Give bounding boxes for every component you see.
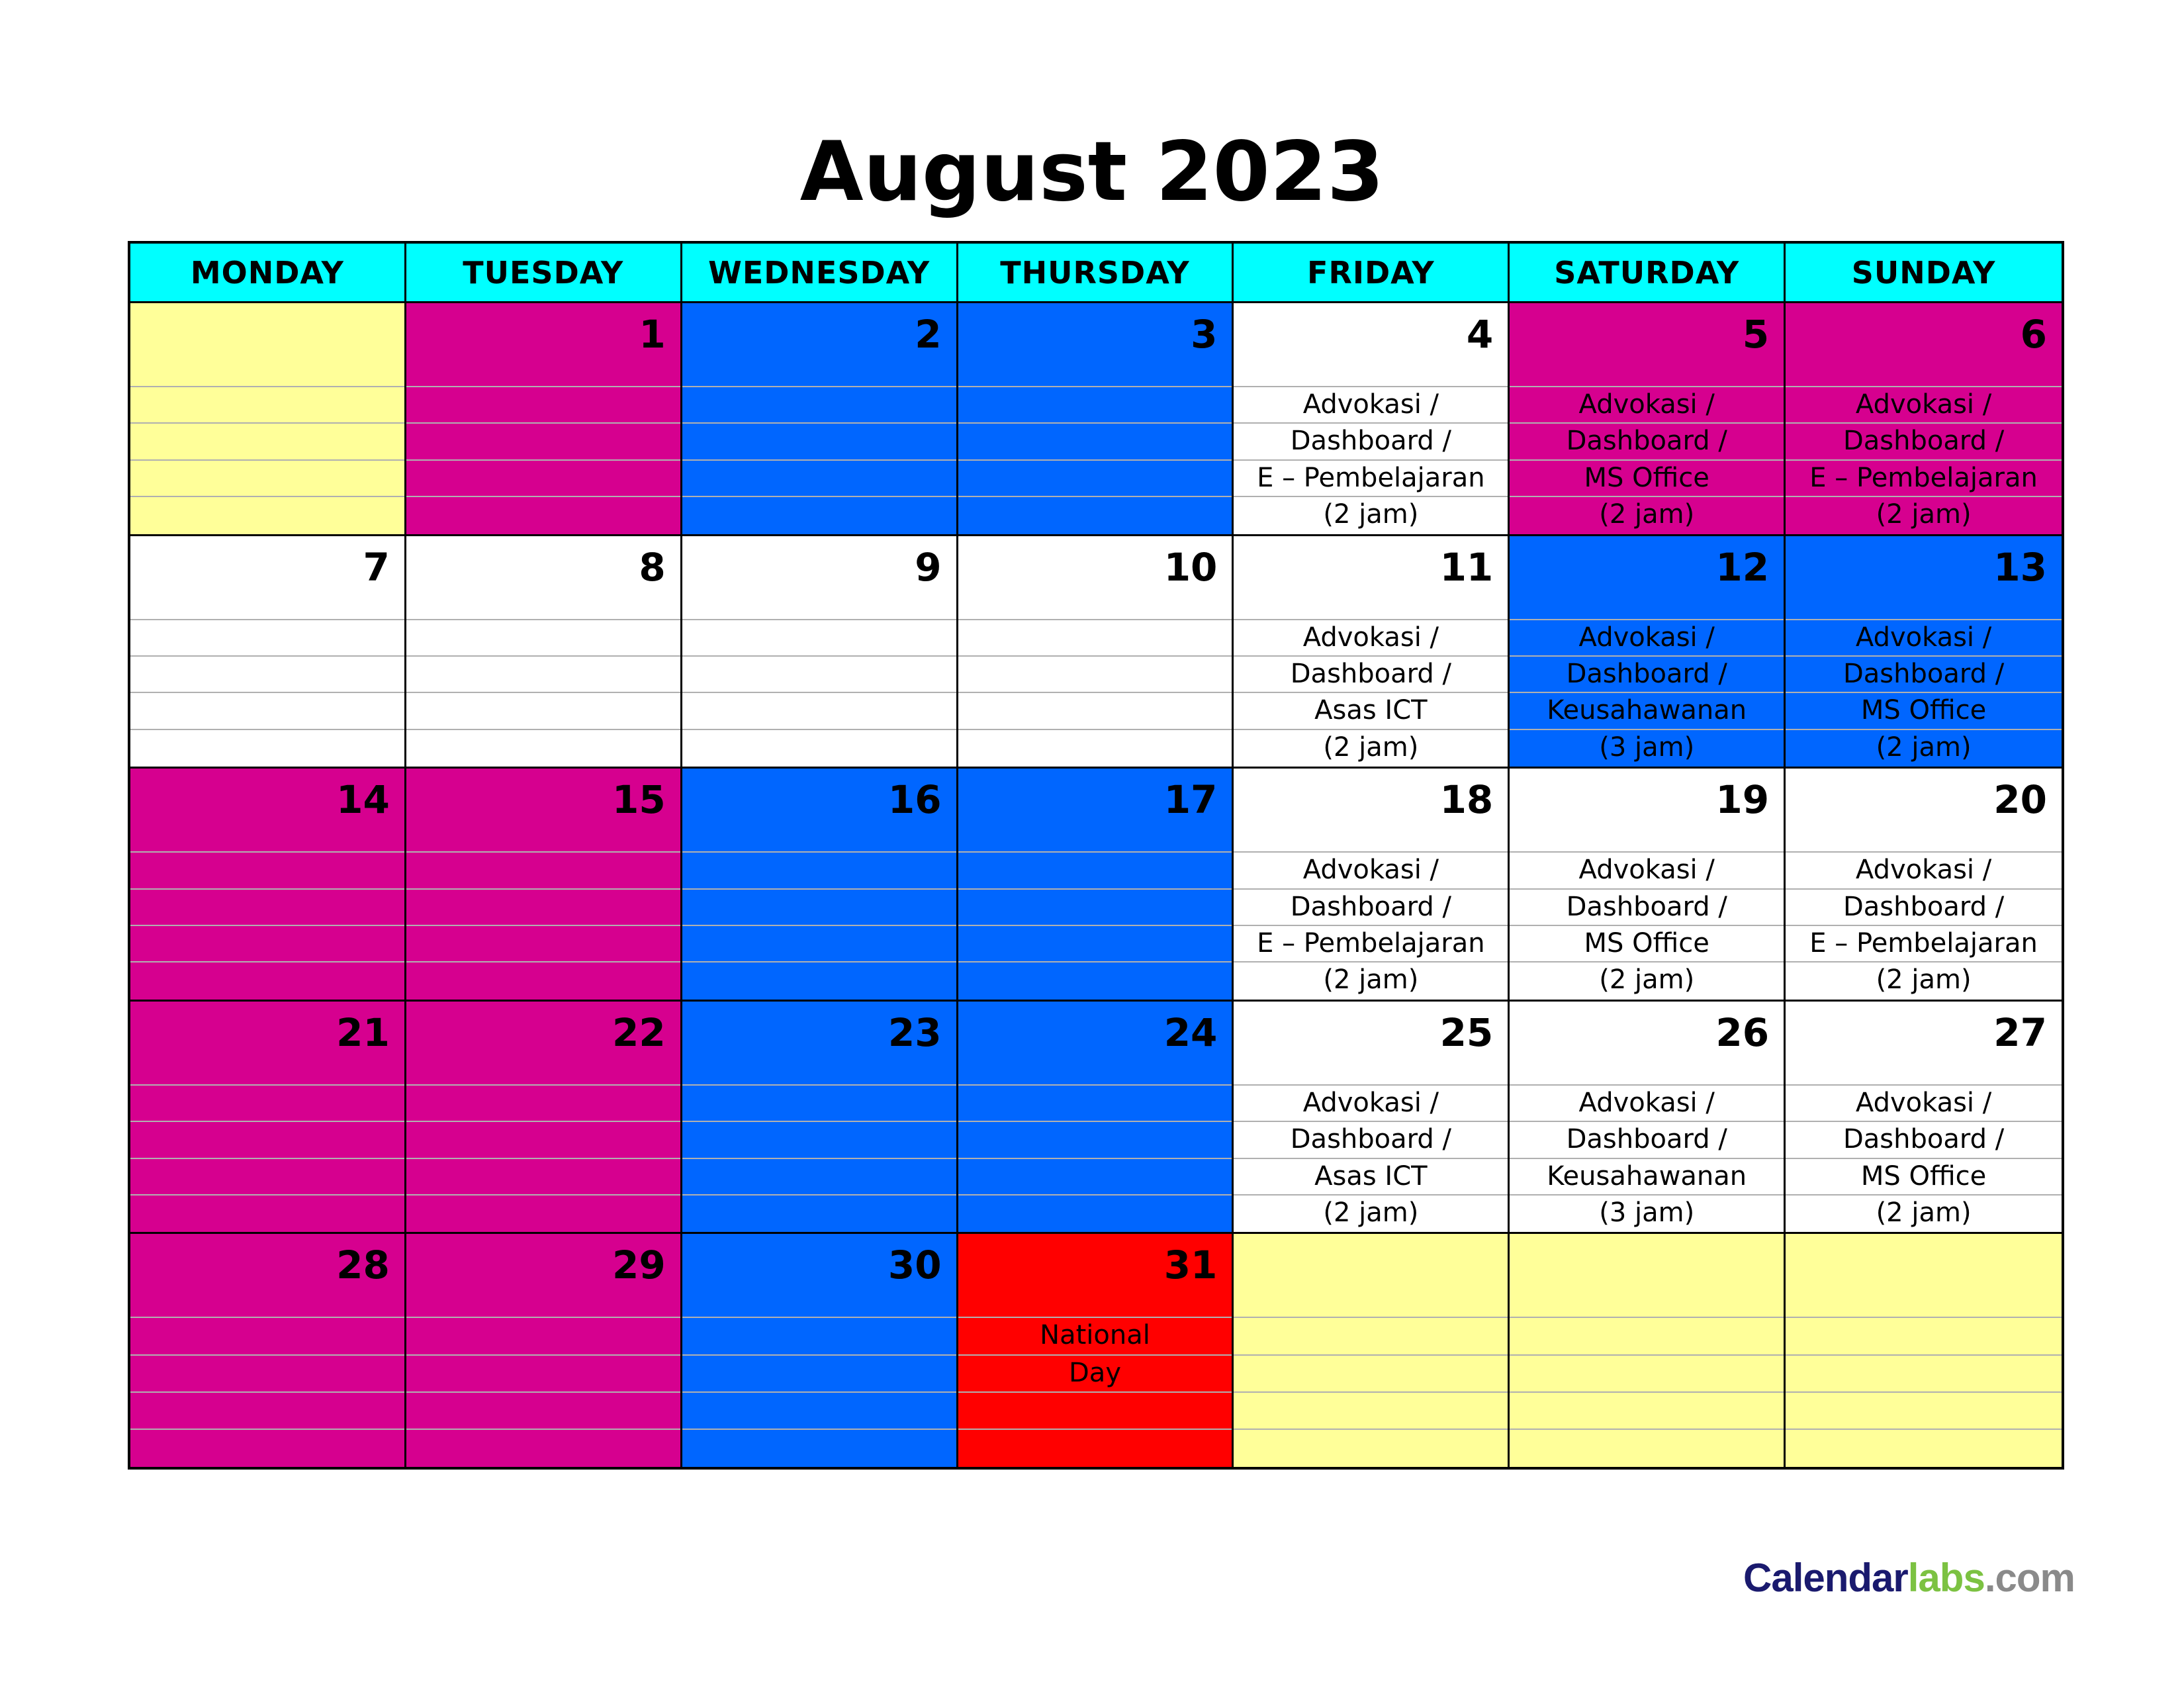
day-cell-12[interactable]	[1510, 536, 1786, 769]
event-line: (2 jam)	[1876, 499, 1972, 530]
day-number: 3	[958, 303, 1232, 387]
event-line: Dashboard /	[1510, 424, 1784, 460]
event-line: Keusahawanan	[1510, 1159, 1784, 1196]
event-line	[958, 962, 1232, 999]
event-line	[958, 693, 1232, 729]
event-line	[130, 730, 404, 767]
event-line	[958, 853, 1232, 889]
event-line	[130, 497, 404, 534]
event-line	[682, 1086, 956, 1122]
event-line: Advokasi /	[1510, 1086, 1784, 1122]
event-line: (2 jam)	[1876, 731, 1972, 763]
event-line	[682, 461, 956, 497]
day-number	[130, 303, 404, 387]
day-number: 28	[130, 1234, 404, 1318]
day-number	[1786, 1234, 2062, 1318]
day-cell-15[interactable]	[406, 769, 682, 1002]
day-number: 19	[1510, 769, 1784, 853]
day-number: 18	[1234, 769, 1508, 853]
event-line: Dashboard /	[1234, 424, 1508, 460]
event-line	[130, 1086, 404, 1122]
day-cell-16[interactable]	[682, 769, 958, 1002]
event-line: Advokasi /	[1510, 387, 1784, 424]
event-line: (2 jam)	[1599, 964, 1695, 996]
event-line: E – Pembelajaran	[1234, 461, 1508, 497]
event-line	[958, 1393, 1232, 1430]
day-number	[1234, 1234, 1508, 1318]
empty-day-cell[interactable]	[1786, 1234, 2062, 1467]
event-line	[406, 657, 680, 693]
weekday-header-monday: MONDAY	[130, 244, 406, 303]
event-line	[1234, 1393, 1508, 1430]
day-number: 12	[1510, 536, 1784, 620]
event-line	[130, 1318, 404, 1355]
event-line: Dashboard /	[1786, 657, 2062, 693]
logo-part-com: .com	[1984, 1556, 2075, 1600]
empty-day-cell[interactable]	[130, 303, 406, 536]
day-number: 16	[682, 769, 956, 853]
event-line	[130, 1393, 404, 1430]
day-number: 31	[958, 1234, 1232, 1318]
event-line	[130, 1159, 404, 1196]
day-cell-1[interactable]	[406, 303, 682, 536]
event-line	[682, 853, 956, 889]
day-cell-9[interactable]	[682, 536, 958, 769]
event-line	[682, 962, 956, 999]
weekday-header-saturday: SATURDAY	[1510, 244, 1786, 303]
event-line	[958, 424, 1232, 460]
day-number: 2	[682, 303, 956, 387]
event-line: (2 jam)	[1323, 1197, 1419, 1228]
event-line	[406, 1318, 680, 1355]
event-line: E – Pembelajaran	[1786, 461, 2062, 497]
event-line: (2 jam)	[1323, 731, 1419, 763]
event-line	[682, 424, 956, 460]
event-line	[406, 461, 680, 497]
event-line: MS Office	[1786, 693, 2062, 729]
day-number: 26	[1510, 1002, 1784, 1086]
event-line	[406, 620, 680, 657]
day-number: 11	[1234, 536, 1508, 620]
event-line: Advokasi /	[1234, 620, 1508, 657]
event-line	[130, 1196, 404, 1232]
event-line: Advokasi /	[1234, 1086, 1508, 1122]
calendarlabs-logo	[1743, 1552, 2075, 1605]
event-line	[682, 1196, 956, 1232]
event-line	[406, 890, 680, 926]
event-line	[130, 1122, 404, 1158]
event-line	[130, 657, 404, 693]
event-line	[958, 461, 1232, 497]
day-number: 15	[406, 769, 680, 853]
day-number: 5	[1510, 303, 1784, 387]
weekday-header-sunday: SUNDAY	[1786, 244, 2062, 303]
event-line	[130, 926, 404, 962]
day-number: 6	[1786, 303, 2062, 387]
event-line	[406, 1122, 680, 1158]
event-line: Dashboard /	[1786, 890, 2062, 926]
day-cell-20[interactable]	[1786, 769, 2062, 1002]
logo-part-calendar: Calendar	[1743, 1556, 1908, 1600]
event-line: Dashboard /	[1510, 890, 1784, 926]
event-line: Advokasi /	[1786, 620, 2062, 657]
event-line	[130, 461, 404, 497]
day-number: 22	[406, 1002, 680, 1086]
event-line	[682, 620, 956, 657]
day-number: 1	[406, 303, 680, 387]
logo-part-labs: labs	[1907, 1556, 1985, 1600]
empty-day-cell[interactable]	[1234, 1234, 1510, 1467]
event-line	[682, 693, 956, 729]
event-line	[1510, 1356, 1784, 1393]
day-cell-27[interactable]	[1786, 1002, 2062, 1235]
event-line	[406, 926, 680, 962]
day-cell-2[interactable]	[682, 303, 958, 536]
day-cell-13[interactable]	[1786, 536, 2062, 769]
event-line	[406, 962, 680, 999]
page-title: August 2023	[799, 124, 1385, 220]
event-line: Dashboard /	[1786, 424, 2062, 460]
day-number: 14	[130, 769, 404, 853]
weekday-header-wednesday: WEDNESDAY	[682, 244, 958, 303]
event-line	[958, 1086, 1232, 1122]
event-line	[682, 1393, 956, 1430]
event-line	[958, 497, 1232, 534]
event-line	[958, 1430, 1232, 1467]
event-line	[958, 1196, 1232, 1232]
day-cell-17[interactable]	[958, 769, 1234, 1002]
event-line	[682, 1159, 956, 1196]
day-cell-19[interactable]	[1510, 769, 1786, 1002]
event-line: Dashboard /	[1510, 657, 1784, 693]
day-cell-22[interactable]	[406, 1002, 682, 1235]
day-number: 23	[682, 1002, 956, 1086]
day-cell-31[interactable]	[958, 1234, 1234, 1467]
event-line: MS Office	[1510, 926, 1784, 962]
event-line: Asas ICT	[1234, 693, 1508, 729]
event-line	[130, 620, 404, 657]
day-cell-29[interactable]	[406, 1234, 682, 1467]
calendar-grid	[128, 241, 2064, 1470]
event-line	[682, 1122, 956, 1158]
day-number: 8	[406, 536, 680, 620]
event-line	[406, 497, 680, 534]
event-line	[682, 926, 956, 962]
event-line	[406, 1086, 680, 1122]
event-line	[1510, 1430, 1784, 1467]
day-cell-18[interactable]	[1234, 769, 1510, 1002]
empty-day-cell[interactable]	[1510, 1234, 1786, 1467]
event-line: MS Office	[1510, 461, 1784, 497]
day-number: 25	[1234, 1002, 1508, 1086]
event-line	[682, 1318, 956, 1355]
day-cell-23[interactable]	[682, 1002, 958, 1235]
day-number: 17	[958, 769, 1232, 853]
event-line: Advokasi /	[1234, 853, 1508, 889]
event-line: Dashboard /	[1510, 1122, 1784, 1158]
weekday-header-friday: FRIDAY	[1234, 244, 1510, 303]
day-cell-8[interactable]	[406, 536, 682, 769]
event-line	[406, 1196, 680, 1232]
event-line	[406, 1159, 680, 1196]
day-cell-11[interactable]	[1234, 536, 1510, 769]
event-line	[130, 1356, 404, 1393]
event-line: Advokasi /	[1786, 853, 2062, 889]
event-line	[958, 890, 1232, 926]
event-line	[406, 424, 680, 460]
event-line	[406, 1356, 680, 1393]
event-line	[1786, 1393, 2062, 1430]
day-cell-30[interactable]	[682, 1234, 958, 1467]
event-line	[958, 1159, 1232, 1196]
event-line: National	[958, 1318, 1232, 1355]
event-line: Asas ICT	[1234, 1159, 1508, 1196]
event-line	[682, 1430, 956, 1467]
day-cell-6[interactable]	[1786, 303, 2062, 536]
day-cell-3[interactable]	[958, 303, 1234, 536]
event-line: Dashboard /	[1234, 890, 1508, 926]
event-line	[130, 424, 404, 460]
event-line: E – Pembelajaran	[1786, 926, 2062, 962]
day-cell-21[interactable]	[130, 1002, 406, 1235]
event-line	[682, 890, 956, 926]
event-line	[1234, 1318, 1508, 1355]
event-line	[682, 387, 956, 424]
day-cell-7[interactable]	[130, 536, 406, 769]
day-cell-14[interactable]	[130, 769, 406, 1002]
weekday-header-thursday: THURSDAY	[958, 244, 1234, 303]
event-line	[130, 853, 404, 889]
event-line	[406, 1393, 680, 1430]
event-line	[958, 657, 1232, 693]
event-line: (2 jam)	[1876, 964, 1972, 996]
weekday-header-tuesday: TUESDAY	[406, 244, 682, 303]
event-line	[958, 1122, 1232, 1158]
event-line	[682, 497, 956, 534]
day-number: 7	[130, 536, 404, 620]
event-line	[406, 1430, 680, 1467]
day-number: 21	[130, 1002, 404, 1086]
day-cell-4[interactable]	[1234, 303, 1510, 536]
day-number: 10	[958, 536, 1232, 620]
event-line	[1786, 1318, 2062, 1355]
event-line: (2 jam)	[1323, 964, 1419, 996]
day-number: 9	[682, 536, 956, 620]
event-line: (2 jam)	[1599, 499, 1695, 530]
day-number: 29	[406, 1234, 680, 1318]
event-line	[1510, 1318, 1784, 1355]
event-line: (2 jam)	[1323, 499, 1419, 530]
event-line	[682, 657, 956, 693]
event-line	[1786, 1430, 2062, 1467]
event-line	[130, 387, 404, 424]
event-line: Advokasi /	[1234, 387, 1508, 424]
event-line: (3 jam)	[1599, 1197, 1695, 1228]
event-line: MS Office	[1786, 1159, 2062, 1196]
day-cell-26[interactable]	[1510, 1002, 1786, 1235]
event-line: Day	[958, 1356, 1232, 1393]
event-line: Advokasi /	[1510, 620, 1784, 657]
event-line	[406, 387, 680, 424]
event-line	[130, 890, 404, 926]
event-line: (3 jam)	[1599, 731, 1695, 763]
event-line	[130, 1430, 404, 1467]
event-line	[1510, 1393, 1784, 1430]
event-line: Dashboard /	[1786, 1122, 2062, 1158]
event-line	[958, 387, 1232, 424]
event-line	[682, 1356, 956, 1393]
event-line: Keusahawanan	[1510, 693, 1784, 729]
event-line	[1234, 1430, 1508, 1467]
event-line: Advokasi /	[1510, 853, 1784, 889]
event-line	[958, 730, 1232, 767]
event-line: Advokasi /	[1786, 1086, 2062, 1122]
event-line	[958, 926, 1232, 962]
day-cell-28[interactable]	[130, 1234, 406, 1467]
event-line: Dashboard /	[1234, 1122, 1508, 1158]
event-line	[1234, 1356, 1508, 1393]
day-cell-10[interactable]	[958, 536, 1234, 769]
day-number: 24	[958, 1002, 1232, 1086]
event-line: Advokasi /	[1786, 387, 2062, 424]
event-line	[406, 693, 680, 729]
event-line	[130, 962, 404, 999]
day-number: 13	[1786, 536, 2062, 620]
event-line: (2 jam)	[1876, 1197, 1972, 1228]
event-line: Dashboard /	[1234, 657, 1508, 693]
day-cell-24[interactable]	[958, 1002, 1234, 1235]
day-number: 30	[682, 1234, 956, 1318]
event-line	[406, 853, 680, 889]
event-line	[130, 693, 404, 729]
day-number: 27	[1786, 1002, 2062, 1086]
day-number: 20	[1786, 769, 2062, 853]
day-number	[1510, 1234, 1784, 1318]
event-line	[958, 620, 1232, 657]
day-cell-25[interactable]	[1234, 1002, 1510, 1235]
event-line	[406, 730, 680, 767]
event-line	[1786, 1356, 2062, 1393]
event-line: E – Pembelajaran	[1234, 926, 1508, 962]
event-line	[682, 730, 956, 767]
day-number: 4	[1234, 303, 1508, 387]
day-cell-5[interactable]	[1510, 303, 1786, 536]
